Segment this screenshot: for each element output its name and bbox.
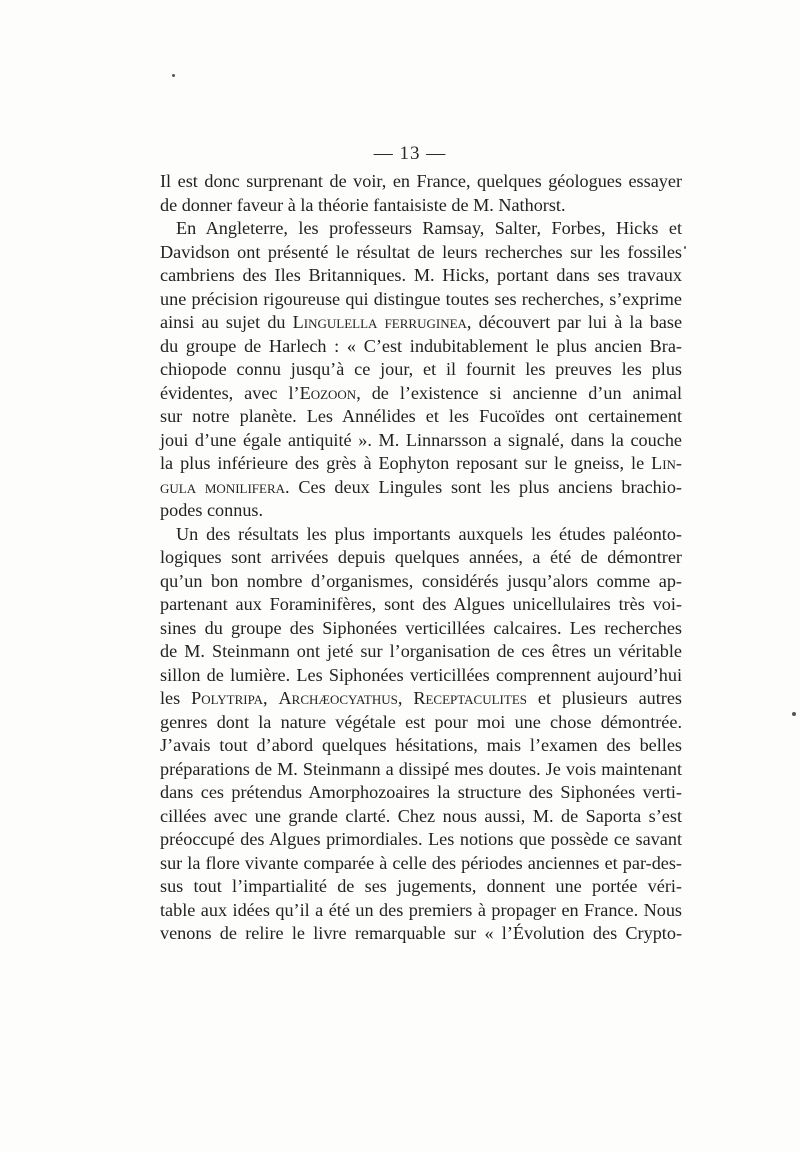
body-text [160,170,682,946]
text-line: sines du groupe des Siphonées verticillées calcaires. Les recherches [160,617,682,638]
text-line: sur notre planète. Les Annélides et les Fucoïdes ont certainement [160,406,682,426]
paper-speck [792,712,796,716]
text-line: préoccupé des Algues primordiales. Les notions que possède ce savant [160,829,682,849]
text-line: gula monilifera. Ces deux Lingules sont les plus anciens brachio- [160,476,682,497]
text-line: de donner faveur à la théorie fantaisiste de M. Nathorst. [160,194,566,215]
text-line: de M. Steinmann ont jeté sur l’organisation de ces êtres un véritable [160,641,682,661]
text-line: joui d’une égale antiquité ». M. Linnarsson a signalé, dans la couche [160,429,682,450]
text-line: chiopode connu jusqu’à ce jour, et il fournit les preuves les plus [160,359,682,379]
text-line: cambriens des Iles Britanniques. M. Hicks, portant dans ses travaux [160,265,682,285]
page-number: — 13 — [373,143,447,164]
text-line: Un des résultats les plus importants auxquels les études paléonto- [176,523,682,544]
text-line: les Polytripa, Archæocyathus, Receptaculites et plusieurs autres [160,688,683,708]
paper-speck [684,246,686,249]
text-line: préparations de M. Steinmann a dissipé mes doutes. Je vois maintenant [160,758,682,779]
text-line: podes connus. [160,500,264,520]
text-line: la plus inférieure des grès à Eophyton reposant sur le gneiss, le Lin- [160,453,682,473]
text-line: logiques sont arrivées depuis quelques années, a été de démontrer [160,547,682,567]
text-line: Il est donc surprenant de voir, en France, quelques géologues essayer [160,171,682,191]
text-line: partenant aux Foraminifères, sont des Algues unicellulaires très voi- [160,594,682,614]
text-line: sur la flore vivante comparée à celle des périodes anciennes et par-des- [160,852,682,873]
text-line: ainsi au sujet du Lingulella ferruginea, découvert par lui à la base [160,312,683,332]
text-line: sus tout l’impartialité de ses jugements, donnent une portée véri- [160,876,682,896]
text-line: dans ces prétendus Amorphozoaires la structure des Siphonées verti- [160,782,682,802]
text-line: du groupe de Harlech : « C’est indubitablement le plus ancien Bra- [160,335,682,356]
text-line: évidentes, avec l’Eozoon, de l’existence si ancienne d’un animal [160,382,682,403]
text-line: venons de relire le livre remarquable sur « l’Évolution des Crypto- [160,923,682,943]
text-line: J’avais tout d’abord quelques hésitations, mais l’examen des belles [160,735,682,755]
text-line: une précision rigoureuse qui distingue toutes ses recherches, s’exprime [160,288,682,309]
text-line: Davidson ont présenté le résultat de leurs recherches sur les fossiles [160,241,682,262]
text-line: genres dont la nature végétale est pour moi une chose démontrée. [160,711,682,732]
text-line: qu’un bon nombre d’organismes, considérés jusqu’alors comme ap- [160,570,682,591]
text-line: En Angleterre, les professeurs Ramsay, Salter, Forbes, Hicks et [176,218,682,238]
text-line: sillon de lumière. Les Siphonées verticillées comprennent aujourd’hui [160,664,682,685]
text-line: cillées avec une grande clarté. Chez nous aussi, M. de Saporta s’est [160,805,682,826]
paper-speck [172,74,175,77]
text-line: table aux idées qu’il a été un des premiers à propager en France. Nous [160,899,682,920]
